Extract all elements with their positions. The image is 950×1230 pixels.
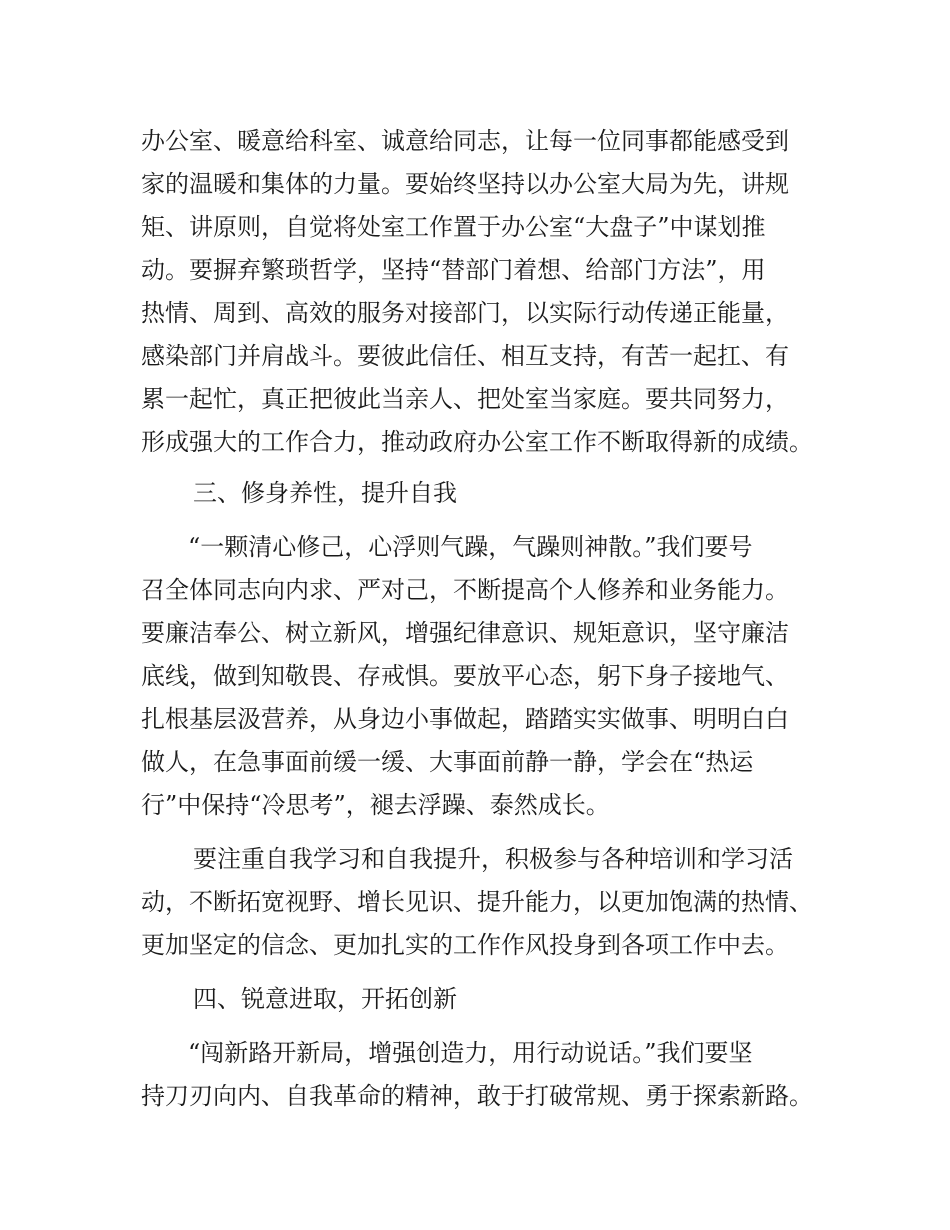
text-line: 累一起忙，真正把彼此当亲人、把处室当家庭。要共同努力， [141, 385, 789, 413]
text-line: 底线，做到知敬畏、存戒惧。要放平心态，躬下身子接地气、 [141, 662, 789, 690]
text-line: 更加坚定的信念、更加扎实的工作作风投身到各项工作中去。 [141, 931, 789, 959]
text-line: 热情、周到、高效的服务对接部门，以实际行动传递正能量， [141, 299, 789, 327]
text-line: 扎根基层汲营养，从身边小事做起，踏踏实实做事、明明白白 [141, 705, 789, 733]
section-heading: 四、锐意进取，开拓创新 [193, 985, 457, 1013]
section-heading: 三、修身养性，提升自我 [193, 479, 457, 507]
text-line: 办公室、暖意给科室、诚意给同志，让每一位同事都能感受到 [141, 127, 789, 155]
text-line: 家的温暖和集体的力量。要始终坚持以办公室大局为先，讲规 [141, 170, 789, 198]
text-line: 动，不断拓宽视野、增长见识、提升能力，以更加饱满的热情、 [141, 888, 813, 916]
text-line: 持刀刃向内、自我革命的精神，敢于打破常规、勇于探索新路。 [141, 1082, 813, 1110]
text-line: 动。要摒弃繁琐哲学，坚持“替部门着想、给部门方法”，用 [141, 256, 766, 284]
text-line: 召全体同志向内求、严对己，不断提高个人修养和业务能力。 [141, 576, 789, 604]
text-line: 矩、讲原则，自觉将处室工作置于办公室“大盘子”中谋划推 [141, 213, 766, 241]
text-line: 感染部门并肩战斗。要彼此信任、相互支持，有苦一起扛、有 [141, 342, 789, 370]
text-line: 要廉洁奉公、树立新风，增强纪律意识、规矩意识，坚守廉洁 [141, 619, 789, 647]
text-line: 形成强大的工作合力，推动政府办公室工作不断取得新的成绩。 [141, 428, 813, 456]
text-line: 行”中保持“冷思考”，褪去浮躁、泰然成长。 [141, 791, 610, 819]
text-line: 要注重自我学习和自我提升，积极参与各种培训和学习活 [193, 845, 793, 873]
text-line: 做人，在急事面前缓一缓、大事面前静一静，学会在“热运 [141, 748, 754, 776]
text-line: “一颗清心修己，心浮则气躁，气躁则神散。”我们要号 [188, 533, 753, 561]
text-line: “闯新路开新局，增强创造力，用行动说话。”我们要坚 [188, 1039, 753, 1067]
